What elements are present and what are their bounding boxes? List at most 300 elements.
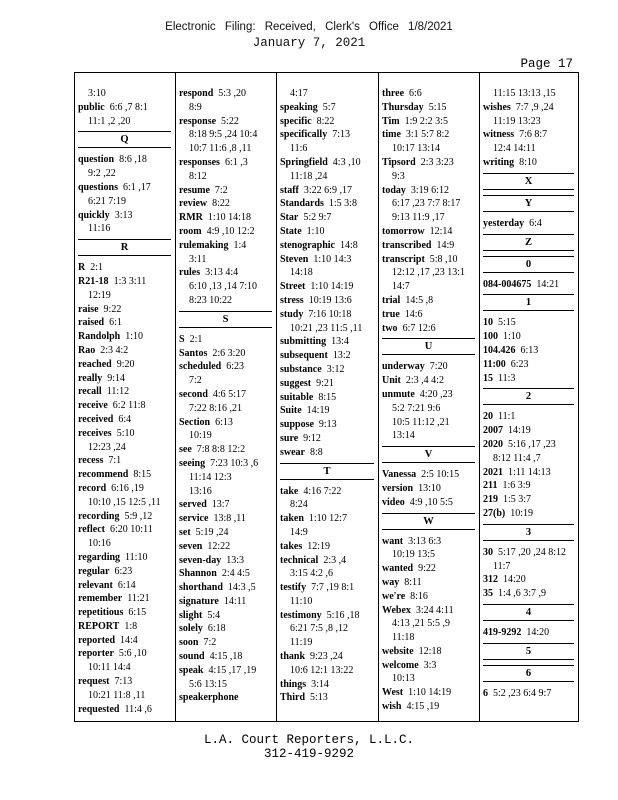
hearing-date: January 7, 2021 [252,36,366,50]
index-entry [280,211,378,225]
index-entry [280,128,378,142]
page-line-refs: 3:19 6:12 [410,184,449,196]
index-word: 211 [483,480,498,492]
page-line-refs: 11:4 ,6 [124,703,152,715]
page-line-refs: 14:6 [404,308,423,320]
index-word: time [382,129,401,141]
page-line-refs: 5:6 ,10 [118,648,147,660]
page-line-refs: 14:9 [436,239,455,251]
index-word: 2007 [483,425,503,437]
page-line-refs: 14:7 [392,281,410,293]
page-line-refs: 10:13 [392,673,415,685]
index-word: things [280,678,307,690]
page-line-refs: 5:8 ,10 [429,253,458,265]
index-word: substance [280,363,322,375]
index-entry [280,678,378,692]
page-line-refs: 6:2 11:8 [112,400,146,412]
page-line-refs: 5:17 ,20 ,24 8:12 [498,546,567,558]
page-line-refs: 3:11 [189,253,207,265]
page-line-refs: 11:1 ,2 ,20 [88,115,131,127]
page-line-refs: 8:18 9:5 ,24 10:4 [189,129,258,141]
index-entry [382,374,479,388]
page-line-refs: 4:16 7:22 [303,485,342,497]
page-line-refs: 1:10 12:7 [308,513,347,525]
index-entry [280,691,378,705]
page-line-refs: 11:19 13:23 [493,115,541,127]
index-column-1 [75,73,176,721]
page-line-refs: 5:15 [498,317,516,329]
section-letter: R [78,239,171,256]
page-line-refs: 8:22 [316,115,335,127]
index-column-4 [379,73,480,721]
index-entry [78,275,175,289]
index-word: Steven [280,253,309,265]
page-line-refs: 8:22 [212,198,230,210]
index-entry [78,372,175,386]
page-line-refs: 8:11 [404,576,422,588]
page-line-refs: 4:6 5:17 [212,388,246,400]
page-line-refs: 6:16 ,19 [111,482,144,494]
index-word: slight [179,609,203,621]
page-line-refs: 3:3 [423,659,437,671]
index-word: repetitious [78,607,124,619]
page-line-refs: 14:9 [290,526,308,538]
index-word: R21-18 [78,275,109,287]
index-word: public [78,101,105,113]
index-word: unmute [382,388,415,400]
index-entry [78,427,175,441]
index-entry [280,512,378,526]
index-word: review [179,198,208,210]
index-word: specific [280,115,312,127]
page-line-refs: 14:18 [290,267,313,279]
page-line-refs: 9:14 [107,372,126,384]
index-entry [78,358,175,372]
index-word: quickly [78,209,110,221]
index-word: Tipsord [382,156,416,168]
index-word: second [179,388,208,400]
index-entry [179,211,276,225]
index-word: true [382,308,400,320]
page-line-refs: 9:3 [392,170,405,182]
index-word: 219 [483,494,498,506]
page-line-refs: 2:3 4:2 [100,344,129,356]
page-line-refs: 10:19 [189,430,212,442]
page-line-refs: 7:16 10:18 [308,308,352,320]
index-word: website [382,645,414,657]
page-line-refs: 6:13 [215,416,233,428]
index-word: testify [280,582,307,594]
index-entry [78,385,175,399]
index-entry [280,391,378,405]
index-word: today [382,184,406,196]
index-word: sure [280,432,299,444]
index-entry [78,454,175,468]
section-letter: T [280,463,374,480]
index-entry [78,316,175,330]
index-entry [78,153,175,167]
page-line-refs: 6:6 ,7 8:1 [109,101,148,113]
page-line-refs: 11:7 [493,560,511,572]
index-word: 419-9292 [483,626,522,638]
index-entry [179,512,276,526]
index-word: responses [179,156,220,168]
continued-refs: 11:15 13:13 ,15 [493,88,556,99]
page-line-refs: 7:13 [332,129,350,141]
index-entry [483,587,578,601]
index-entry [280,581,378,595]
page-line-refs: 12:12 ,17 ,23 13:1 [392,267,466,279]
index-entry [179,691,276,705]
page-line-refs: 5:19 ,24 [195,526,229,538]
index-entry [280,225,378,239]
index-entry [280,156,378,170]
page-line-refs: 14:19 [508,425,531,437]
page-line-refs: 2:3 ,4 [323,554,347,566]
page-line-refs: 12:4 14:11 [493,143,536,155]
page-line-refs: 6:20 10:11 [110,524,153,536]
page-line-refs: 7:2 [214,184,228,196]
index-entry [78,565,175,579]
index-word: trial [382,294,401,306]
page-line-refs: 6:23 [510,358,529,370]
page-line-refs: 10:10 ,15 12:5 ,11 [88,496,161,508]
index-entry [78,482,175,496]
page-line-refs: 12:18 [418,645,442,657]
index-word: video [382,496,405,508]
index-entry [78,703,175,717]
index-entry [78,181,175,195]
page-line-refs: 1:4 ,6 3:7 ,9 [498,588,547,600]
page-line-refs: 4:3 ,10 [332,156,361,168]
page-line-refs: 5:16 ,18 [326,609,360,621]
index-entry [280,446,378,460]
index-entry [78,579,175,593]
index-word: scheduled [179,361,222,373]
index-word: Thursday [382,101,424,113]
index-entry [179,595,276,609]
index-word: wish [382,701,402,713]
page-line-refs: 6:7 12:6 [402,322,436,334]
index-word: response [179,115,217,127]
index-word: 6 [483,687,488,699]
page-line-refs: 7:7 ,9 ,24 [515,101,554,113]
index-entry [78,675,175,689]
index-entry [179,360,276,374]
page-line-refs: 6:1 ,17 [123,181,151,193]
index-word: 312 [483,574,498,586]
index-entry [382,576,479,590]
page-line-refs: 1:3 3:11 [113,275,147,287]
index-entry [382,535,479,549]
index-entry [483,438,578,452]
index-word: reflect [78,524,106,536]
page-line-refs: 4:20 ,23 [419,388,453,400]
page-line-refs: 14:20 [526,626,550,638]
index-entry [382,322,479,336]
page-line-refs: 11:10 [125,551,148,563]
index-entry [78,101,175,115]
page-line-refs: 1:10 14:18 [207,212,251,224]
page-line-refs: 1:10 [306,225,325,237]
index-entry [78,344,175,358]
section-letter: 6 [483,665,574,682]
index-entry [483,410,578,424]
index-entry [483,372,578,386]
index-entry [483,573,578,587]
index-entry [179,526,276,540]
index-entry [382,225,479,239]
index-word: takes [280,540,303,552]
page-line-refs: 4:9 ,10 5:5 [409,496,453,508]
index-word: Randolph [78,331,121,343]
index-entry [280,554,378,568]
index-entry [78,399,175,413]
page-line-refs: 9:2 ,22 [88,168,116,180]
section-letter: 3 [483,524,574,541]
index-word: requested [78,703,120,715]
index-entry [179,622,276,636]
page-line-refs: 3:15 4:2 ,6 [290,568,334,580]
page-line-refs: 14:3 ,5 [227,582,256,594]
index-word: 27(b) [483,507,506,519]
index-entry [280,294,378,308]
page-line-refs: 5:2 9:7 [303,212,332,224]
index-entry [382,468,479,482]
index-entry [78,647,175,661]
index-entry [382,239,479,253]
page-line-refs: 6:21 7:5 ,8 ,12 [290,623,349,635]
index-word: specifically [280,129,328,141]
page-line-refs: 13:16 [189,485,212,497]
index-entry [483,278,578,292]
page-line-refs: 8:24 [290,499,308,511]
index-entry [280,404,378,418]
index-entry [280,101,378,115]
index-word: we're [382,590,406,602]
index-word: testimony [280,609,322,621]
index-entry [280,418,378,432]
section-letter: W [382,513,475,530]
page-line-refs: 6:23 [114,565,133,577]
page-line-refs: 4:15 ,17 ,19 [208,664,257,676]
index-entry [483,316,578,330]
page-line-refs: 10:21 ,23 11:5 ,11 [290,322,363,334]
index-entry [179,567,276,581]
index-word: shorthand [179,582,223,594]
page-line-refs: 9:13 [318,419,337,431]
continued-refs: 4:17 [290,88,308,99]
page-line-refs: 4:13 ,21 5:5 ,9 [392,618,451,630]
section-letter: Y [483,195,574,212]
page-line-refs: 6:1 [109,317,122,329]
index-word: sound [179,651,205,663]
index-entry [179,156,276,170]
index-entry [78,468,175,482]
index-word: Suite [280,405,302,417]
page-line-refs: 3:14 [311,678,329,690]
index-word: seven-day [179,554,222,566]
page-line-refs: 10:7 11:6 ,8 ,11 [189,143,252,155]
index-word: Tim [382,115,400,127]
page-line-refs: 2:6 3:20 [212,347,246,359]
page-line-refs: 5:9 ,12 [124,510,153,522]
page-line-refs: 2:1 [189,333,203,345]
page-line-refs: 1:11 14:13 [508,466,551,478]
index-word: R [78,262,86,274]
index-entry [179,266,276,280]
index-entry [179,388,276,402]
index-word: remember [78,593,123,605]
page-line-refs: 6:1 ,3 [224,156,248,168]
page-line-refs: 1:5 3:8 [328,198,357,210]
page-line-refs: 6:13 [520,344,539,356]
page-line-refs: 2:1 [90,262,104,274]
index-word: rules [179,267,201,279]
page-line-refs: 2:5 10:15 [421,469,460,481]
index-word: relevant [78,579,113,591]
index-word: wanted [382,563,414,575]
page-number: Page 17 [520,57,573,71]
page-line-refs: 11:19 [290,637,313,649]
index-entry [78,510,175,524]
page-line-refs: 5:10 [116,427,135,439]
page-line-refs: 6:17 ,23 7:7 8:17 [392,198,461,210]
page-line-refs: 1:8 [124,620,138,632]
index-entry [382,128,479,142]
index-entry [179,636,276,650]
index-word: recall [78,386,102,398]
index-word: 100 [483,331,498,343]
page-line-refs: 2:3 3:23 [420,156,454,168]
page-line-refs: 3:1 5:7 8:2 [405,129,450,141]
index-word: suggest [280,377,312,389]
page-line-refs: 8:15 [133,469,152,481]
page-line-refs: 4:15 ,18 [209,651,243,663]
page-line-refs: 2:3 ,4 4:2 [405,375,444,387]
word-index-box [74,72,579,722]
page-line-refs: 3:13 6:3 [408,535,442,547]
index-word: stenographic [280,239,335,251]
index-entry [78,634,175,648]
page-line-refs: 11:10 [290,595,313,607]
page-line-refs: 11:16 [88,223,111,235]
page-line-refs: 14:21 [536,278,560,290]
page-line-refs: 12:23 ,24 [88,441,126,453]
page-line-refs: 11:18 [392,632,415,644]
index-word: request [78,676,110,688]
index-entry [280,485,378,499]
index-word: take [280,485,299,497]
index-word: receive [78,400,108,412]
page-line-refs: 1:10 [503,331,521,343]
index-word: version [382,482,414,494]
page-line-refs: 13:2 [332,350,351,362]
page-line-refs: 9:12 [303,432,321,444]
page-line-refs: 6:15 [128,607,147,619]
page-line-refs: 14:19 [306,405,330,417]
index-word: Springfield [280,156,328,168]
index-word: recording [78,510,120,522]
page-line-refs: 12:22 [207,540,231,552]
index-entry [382,482,479,496]
index-word: received [78,413,114,425]
index-entry [280,377,378,391]
page-line-refs: 9:20 [116,358,135,370]
page-line-refs: 11:21 [127,593,150,605]
index-word: taken [280,513,304,525]
index-entry [483,424,578,438]
page-line-refs: 10:17 13:14 [392,143,441,155]
index-word: raise [78,303,99,315]
index-word: seven [179,540,203,552]
index-column-3 [277,73,379,721]
page-line-refs: 7:1 [108,455,122,467]
index-entry [382,115,479,129]
index-word: REPORT [78,620,120,632]
index-word: transcribed [382,239,432,251]
page-line-refs: 9:22 [418,563,436,575]
page-line-refs: 8:15 [318,391,337,403]
page-line-refs: 1:5 3:7 [503,494,532,506]
index-word: tomorrow [382,225,425,237]
index-word: reporter [78,648,114,660]
page-line-refs: 1:10 14:3 [313,253,352,265]
index-word: Shannon [179,568,217,580]
index-entry [179,443,276,457]
section-letter: 5 [483,643,574,660]
index-entry [483,330,578,344]
index-word: Third [280,692,306,704]
index-entry [382,496,479,510]
page-line-refs: 5:22 [221,115,239,127]
index-word: thank [280,651,306,663]
page-line-refs: 13:8 ,11 [213,513,246,525]
page-line-refs: 12:14 [429,225,453,237]
index-entry [280,540,378,554]
index-word: 2020 [483,438,503,450]
index-entry [382,101,479,115]
page-line-refs: 11:3 [498,372,516,384]
page-line-refs: 7:2 [203,637,217,649]
index-word: 35 [483,588,493,600]
page-line-refs: 4:9 ,10 12:2 [206,225,255,237]
page-line-refs: 14:11 [223,595,247,607]
page-line-refs: 12:19 [307,540,331,552]
index-word: 2021 [483,466,503,478]
index-word: speaking [280,101,318,113]
index-entry [483,358,578,372]
index-entry [382,604,479,618]
index-word: two [382,322,398,334]
index-word: seeing [179,457,206,469]
index-word: raised [78,317,105,329]
index-word: questions [78,181,119,193]
page-line-refs: 14:5 ,8 [405,294,434,306]
page-line-refs: 4:15 ,19 [406,701,440,713]
page-line-refs: 5:6 13:15 [189,678,228,690]
page-line-refs: 5:15 [428,101,447,113]
index-entry [382,659,479,673]
section-letter: 0 [483,256,574,273]
index-word: recess [78,455,104,467]
index-entry [382,562,479,576]
page-line-refs: 6:4 [529,217,542,229]
index-word: really [78,372,103,384]
page-line-refs: 12:19 [88,289,111,301]
index-entry [78,551,175,565]
section-letter: X [483,173,574,190]
